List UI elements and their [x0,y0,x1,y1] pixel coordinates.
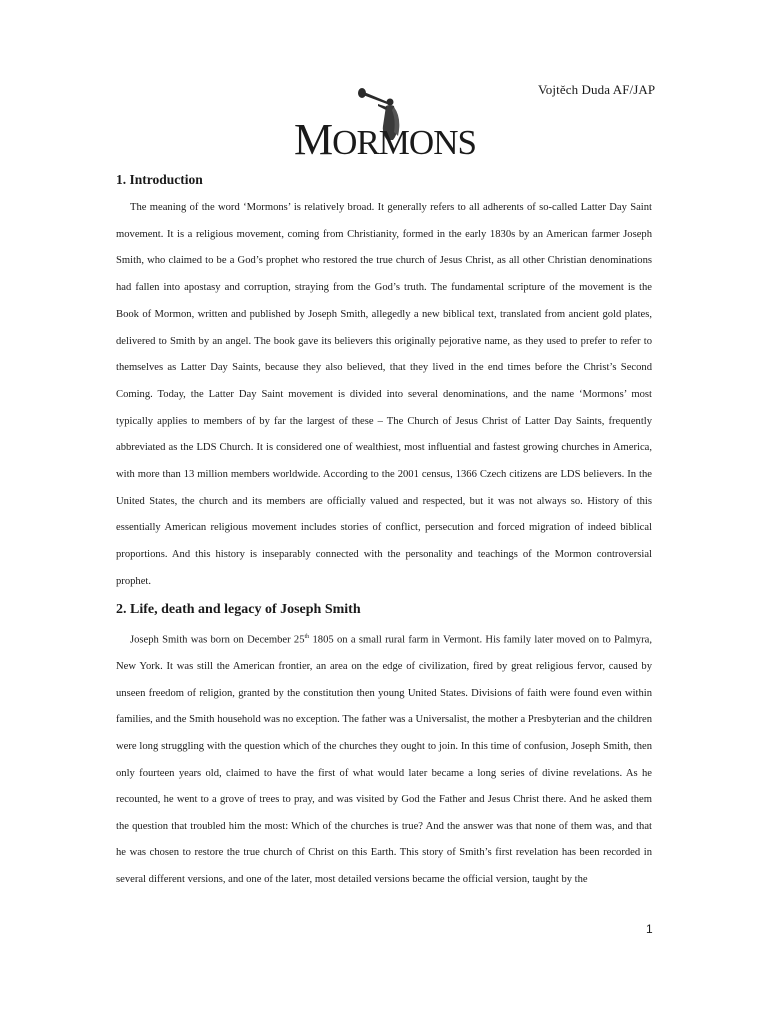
section-paragraph-introduction: The meaning of the word ‘Mormons’ is relatively broad. It generally refers to all adherents of so-called Latter Day Saint movement. It is a religious movement, coming from Christianity, formed in the early 1830s by an American farmer Joseph Smith, who claimed to be a God’s prophet who restored the true church of Jesus Christ, as all other Christian denominations had fallen into apostasy and corruption, straying from the God’s truth. The fundamental scripture of the movement is the Book of Mormon, written and published by Joseph Smith, allegedly a new biblical text, translated from ancient gold plates, delivered to Smith by an angel. The book gave its believers this originally pejorative name, as they used to prefer to refer to themselves as Latter Day Saints, because they also believed, that they lived in the end times before the Christ’s Second Coming. Today, the Latter Day Saint movement is divided into several denominations, and the name ‘Mormons’ most typically applies to members of by far the largest of these – The Church of Jesus Christ of Latter Day Saints, frequently abbreviated as the LDS Church. It is considered one of wealthiest, most influential and fastest growing churches in America, with more than 13 million members worldwide. According to the 2001 census, 1366 Czech citizens are LDS believers. In the United States, the church and its members are officially valued and respected, but it was not always so. History of this essentially American religious movement includes stories of conflict, persecution and forced migration of indeed biblical proportions. And this history is inseparably connected with the personality and teachings of the Mormon controversial prophet. [116,202,652,587]
section-heading-joseph-smith: 2. Life, death and legacy of Joseph Smith [116,602,361,617]
ordinal-suffix: th [304,634,310,640]
section-heading-introduction: 1. Introduction [116,172,203,187]
section-paragraph-joseph-smith [116,624,652,893]
logo-wordmark: MORMONS [294,115,476,164]
page-number: 1 [646,922,653,936]
paragraph-text-start: Joseph Smith was born on December 25 [130,634,305,646]
paragraph-text-rest: 1805 on a small rural farm in Vermont. His family later moved on to Palmyra, New York. It was still the American frontier, an area on the edge of civilization, fired by great religious fervor, caused by unseen freedom of religion, granted by the constitution then young United States. Divisions of faith were found even within families, and the Smith household was no exception. The father was a Universalist, the mother a Presbyterian and the children were long struggling with the question which of the churches they ought to join. In this time of confusion, Joseph Smith, then only fourteen years old, claimed to have the first of what would later became a long series of divine revelations. As he recounted, he went to a grove of trees to pray, and was visited by God the Father and Jesus Christ there. And he asked them the question that troubled him the most: Which of the churches is true? And the answer was that none of them was, and that he was chosen to restore the true church of Christ on this Earth. This story of Smith’s first revelation has been recorded in several different versions, and one of the later, most detailed versions became the official version, taught by the [116,634,652,885]
mormons-logo [290,82,480,162]
author-line: Vojtěch Duda AF/JAP [538,82,656,97]
